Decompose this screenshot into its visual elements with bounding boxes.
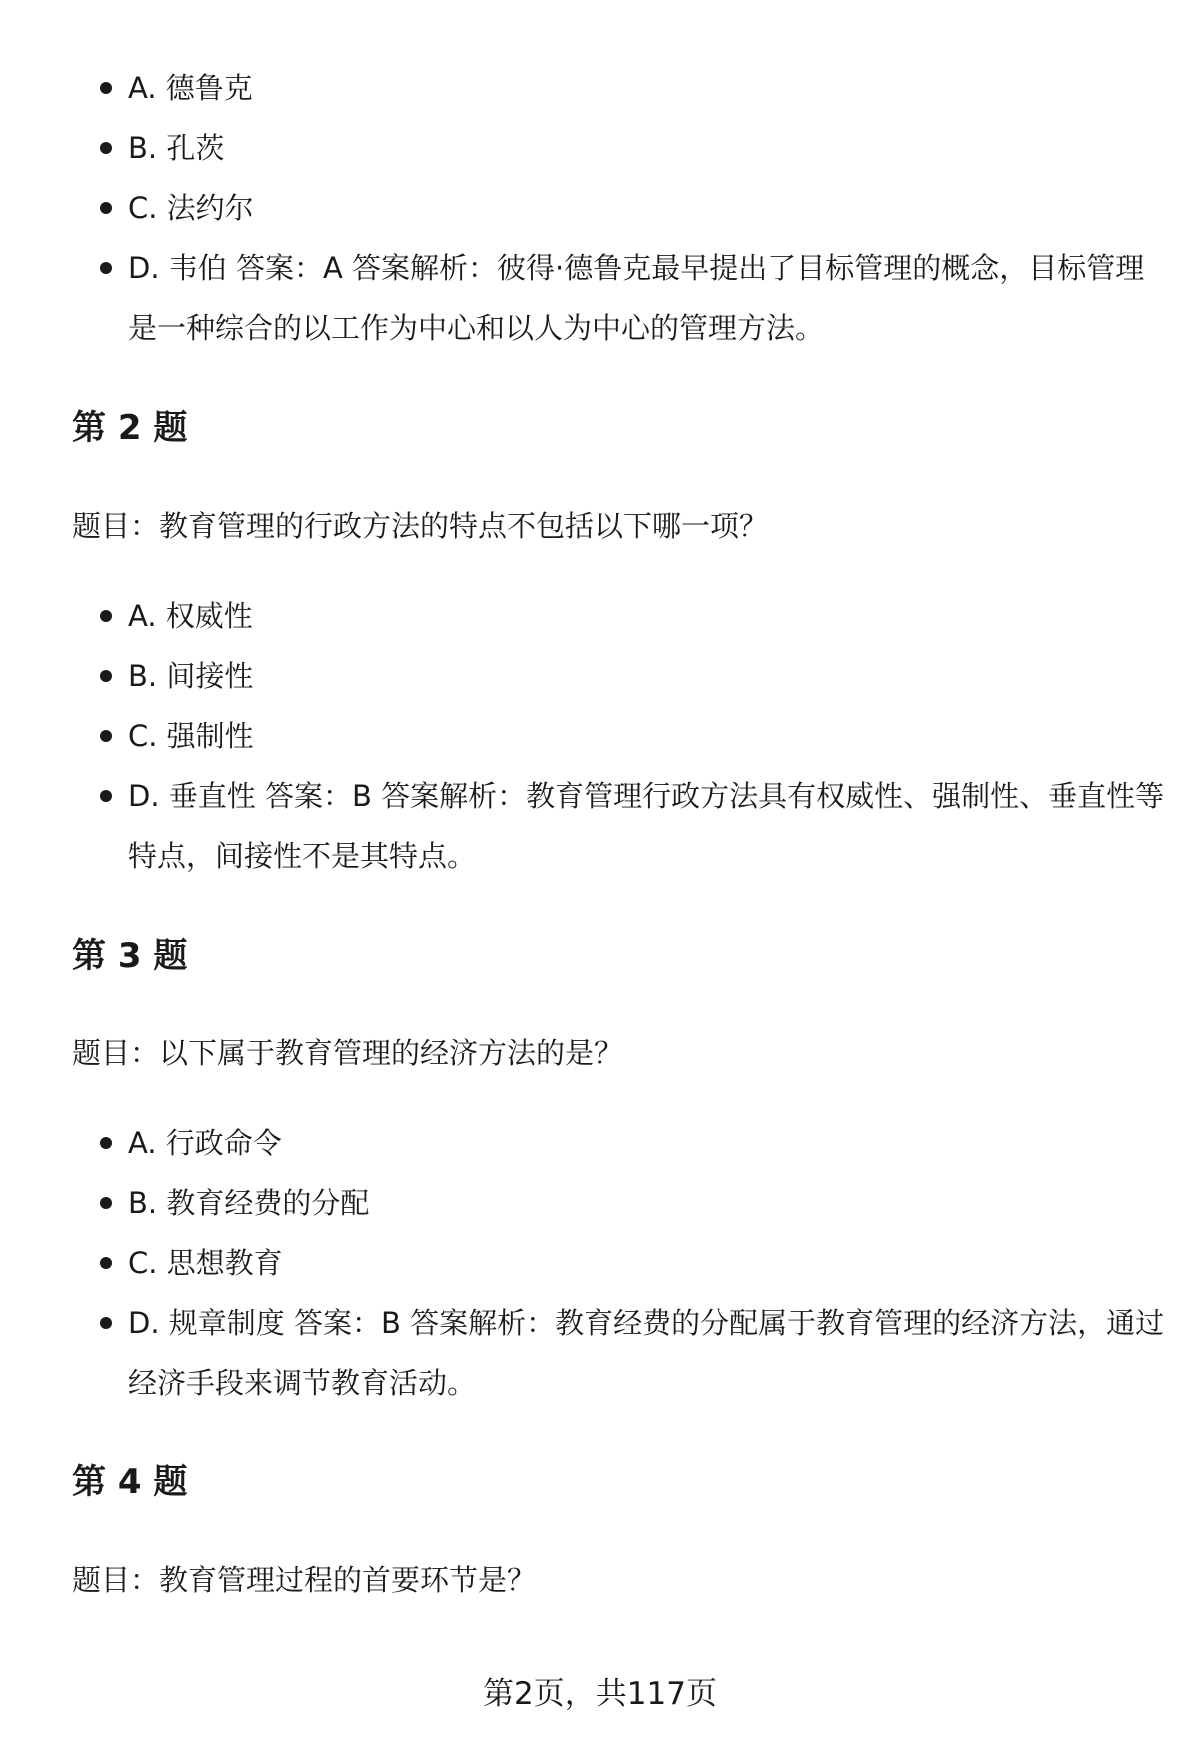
- q1-option-b: [72, 118, 1167, 178]
- bullet-icon: [100, 82, 112, 94]
- bullet-icon: [100, 610, 112, 622]
- option-text: A. 德鲁克: [128, 71, 253, 105]
- option-text: A. 权威性: [128, 599, 253, 633]
- bullet-icon: [100, 142, 112, 154]
- q3-heading: 第 3 题: [72, 936, 188, 976]
- bullet-icon: [100, 1317, 112, 1329]
- bullet-icon: [100, 262, 112, 274]
- q1-options: [72, 58, 1167, 358]
- option-text: D. 规章制度 答案：B 答案解析：教育经费的分配属于教育管理的经济方法，通过经济手段来调节教育活动。: [128, 1306, 1165, 1400]
- q2-option-b: [72, 646, 1167, 706]
- option-text: D. 韦伯 答案：A 答案解析：彼得·德鲁克最早提出了目标管理的概念，目标管理是一种综合的以工作为中心和以人为中心的管理方法。: [128, 251, 1145, 345]
- page-number-footer: 第2页，共117页: [483, 1676, 717, 1712]
- option-text: C. 思想教育: [128, 1246, 283, 1280]
- q2-heading: 第 2 题: [72, 408, 188, 448]
- q1-option-d: [72, 238, 1167, 358]
- q1-option-a: [72, 58, 1167, 118]
- q3-options: [72, 1113, 1167, 1413]
- q3-option-a: [72, 1113, 1167, 1173]
- q2-options: [72, 586, 1167, 886]
- q3-stem: 题目：以下属于教育管理的经济方法的是？: [72, 1036, 624, 1070]
- option-text: B. 间接性: [128, 659, 254, 693]
- bullet-icon: [100, 1137, 112, 1149]
- option-text: C. 法约尔: [128, 191, 254, 225]
- option-text: B. 教育经费的分配: [128, 1186, 370, 1220]
- bullet-icon: [100, 202, 112, 214]
- q2-option-d: [72, 766, 1167, 886]
- bullet-icon: [100, 790, 112, 802]
- bullet-icon: [100, 1257, 112, 1269]
- q2-stem: 题目：教育管理的行政方法的特点不包括以下哪一项？: [72, 509, 769, 543]
- q3-option-b: [72, 1173, 1167, 1233]
- q3-option-c: [72, 1233, 1167, 1293]
- q2-option-a: [72, 586, 1167, 646]
- q4-stem: 题目：教育管理过程的首要环节是？: [72, 1563, 537, 1597]
- option-text: A. 行政命令: [128, 1126, 282, 1160]
- q4-heading: 第 4 题: [72, 1462, 188, 1502]
- bullet-icon: [100, 1197, 112, 1209]
- q3-option-d: [72, 1293, 1167, 1413]
- q1-option-c: [72, 178, 1167, 238]
- q2-option-c: [72, 706, 1167, 766]
- option-text: C. 强制性: [128, 719, 254, 753]
- option-text: B. 孔茨: [128, 131, 225, 165]
- bullet-icon: [100, 730, 112, 742]
- bullet-icon: [100, 670, 112, 682]
- option-text: D. 垂直性 答案：B 答案解析：教育管理行政方法具有权威性、强制性、垂直性等特点，间接性不是其特点。: [128, 779, 1165, 873]
